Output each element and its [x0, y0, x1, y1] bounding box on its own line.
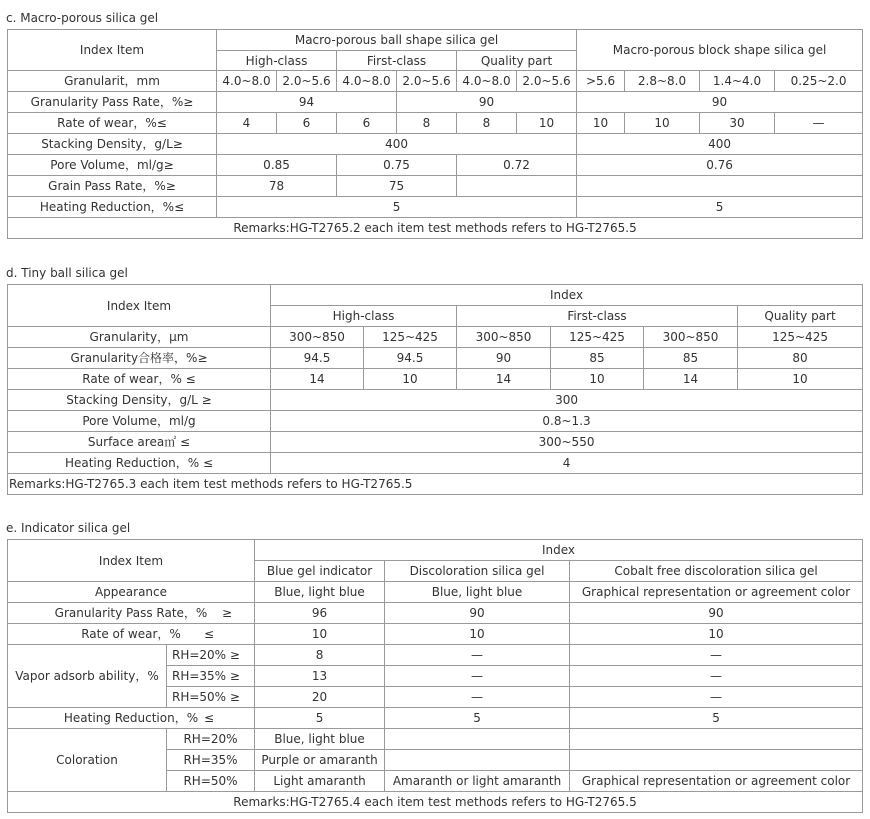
table-cell: 94.5 [364, 348, 457, 369]
table-cell: 13 [255, 666, 385, 687]
table-cell: 6 [337, 113, 397, 134]
table-cell: Blue, light blue [255, 582, 385, 603]
row-label: Appearance [8, 582, 255, 603]
table-cell: 300~550 [271, 432, 863, 453]
rh-label: RH=50% ≥ [167, 687, 255, 708]
table-cell: 10 [364, 369, 457, 390]
table-cell: 90 [457, 348, 551, 369]
table-row [8, 369, 863, 390]
table-cell [385, 729, 570, 750]
index-header: Index [255, 540, 863, 561]
column-header: Discoloration silica gel [385, 561, 570, 582]
grade-header: Quality part [738, 306, 863, 327]
table-cell: 10 [625, 113, 700, 134]
table-cell: 125~425 [364, 327, 457, 348]
table-row [8, 624, 863, 645]
table-cell: 85 [644, 348, 738, 369]
table-cell: 94 [217, 92, 397, 113]
ball-group-header: Macro-porous ball shape silica gel [217, 30, 577, 51]
table-row [8, 92, 863, 113]
table-cell: 5 [577, 197, 863, 218]
table-cell: Amaranth or light amaranth [385, 771, 570, 792]
grade-header: First-class [337, 51, 457, 71]
table-row [8, 390, 863, 411]
table-cell: 300~850 [644, 327, 738, 348]
index-item-header: Index Item [8, 540, 255, 582]
row-label: Stacking Density，g/L ≥ [8, 390, 271, 411]
table-cell: 80 [738, 348, 863, 369]
table-cell: 8 [457, 113, 517, 134]
table-cell: 10 [570, 624, 863, 645]
grade-header: First-class [457, 306, 738, 327]
table-cell: 125~425 [551, 327, 644, 348]
table-cell: 300~850 [457, 327, 551, 348]
row-label: Heating Reduction，%≤ [8, 197, 217, 218]
table-row [8, 348, 863, 369]
table-cell: 0.8~1.3 [271, 411, 863, 432]
table-cell: — [385, 645, 570, 666]
table-cell: 20 [255, 687, 385, 708]
rh-label: RH=20% ≥ [167, 645, 255, 666]
grade-header: High-class [271, 306, 457, 327]
table-cell: Graphical representation or agreement color [570, 771, 863, 792]
grade-header: High-class [217, 51, 337, 71]
row-label: Heating Reduction，% ≤ [8, 453, 271, 474]
rh-label: RH=35% [167, 750, 255, 771]
indicator-table [7, 539, 863, 813]
table-cell: — [570, 666, 863, 687]
rh-label: RH=35% ≥ [167, 666, 255, 687]
table-cell: 10 [738, 369, 863, 390]
table-row [8, 708, 863, 729]
remarks: Remarks:HG-T2765.4 each item test methods refers to HG-T2765.5 [8, 792, 863, 813]
table-cell: 14 [457, 369, 551, 390]
table-cell: 5 [255, 708, 385, 729]
table-row [8, 645, 863, 666]
table-cell: 90 [385, 603, 570, 624]
row-label: Stacking Density，g/L≥ [8, 134, 217, 155]
table-cell: 5 [570, 708, 863, 729]
index-header: Index [271, 285, 863, 306]
row-label: Rate of wear，%≤ [8, 113, 217, 134]
table-cell: 4.0~8.0 [217, 71, 277, 92]
row-label: Rate of wear，% ≤ [8, 369, 271, 390]
column-header: Blue gel indicator [255, 561, 385, 582]
table-cell: Light amaranth [255, 771, 385, 792]
table-row [8, 411, 863, 432]
table-cell: 0.25~2.0 [775, 71, 863, 92]
table-cell: 90 [570, 603, 863, 624]
table-cell: 10 [551, 369, 644, 390]
macro-porous-table [7, 29, 863, 239]
row-label-text: Heating Reduction，% [63, 711, 199, 725]
table-row [8, 453, 863, 474]
table-cell: 2.0~5.6 [397, 71, 457, 92]
table-cell [570, 750, 863, 771]
row-label: Pore Volume，ml/g≥ [8, 155, 217, 176]
table-cell: 8 [255, 645, 385, 666]
table-cell: 78 [217, 176, 337, 197]
table-cell: 2.8~8.0 [625, 71, 700, 92]
column-header: Cobalt free discoloration silica gel [570, 561, 863, 582]
table-cell: 2.0~5.6 [277, 71, 337, 92]
table-cell: 5 [217, 197, 577, 218]
table-row [8, 582, 863, 603]
table-cell: 400 [217, 134, 577, 155]
row-label [8, 708, 255, 729]
row-label-text: Rate of wear，% [81, 627, 181, 641]
row-label: Coloration [8, 729, 167, 792]
table-cell: 2.0~5.6 [517, 71, 577, 92]
table-cell: 94.5 [271, 348, 364, 369]
table-cell: 300 [271, 390, 863, 411]
index-item-header: Index Item [8, 285, 271, 327]
table-cell: 0.85 [217, 155, 337, 176]
block-group-header: Macro-porous block shape silica gel [577, 30, 863, 71]
remarks: Remarks:HG-T2765.2 each item test methods refers to HG-T2765.5 [8, 218, 863, 239]
table-cell [385, 750, 570, 771]
table-cell: 1.4~4.0 [700, 71, 775, 92]
table-cell: >5.6 [577, 71, 625, 92]
index-item-header: Index Item [8, 30, 217, 71]
table-cell: 10 [255, 624, 385, 645]
row-label-text: Granularity Pass Rate，% [54, 606, 208, 620]
table-row [8, 134, 863, 155]
row-label: Granularit，mm [8, 71, 217, 92]
tiny-ball-table [7, 284, 863, 495]
table-cell: 125~425 [738, 327, 863, 348]
table-cell: 4 [271, 453, 863, 474]
table-cell: — [570, 687, 863, 708]
table-cell: 10 [577, 113, 625, 134]
table-row [8, 197, 863, 218]
table-cell: Blue, light blue [255, 729, 385, 750]
table-cell: 96 [255, 603, 385, 624]
table-cell: 0.72 [457, 155, 577, 176]
row-label: Surface area㎡ ≤ [8, 432, 271, 453]
table-cell: Blue, light blue [385, 582, 570, 603]
table-cell [457, 176, 577, 197]
rh-label: RH=20% [167, 729, 255, 750]
row-label [8, 624, 255, 645]
table-cell: 400 [577, 134, 863, 155]
table-row [8, 432, 863, 453]
table-cell [570, 729, 863, 750]
table-row [8, 113, 863, 134]
table-row [8, 603, 863, 624]
section-d-title: d. Tiny ball silica gel [6, 266, 128, 280]
table-row [8, 155, 863, 176]
rh-label: RH=50% [167, 771, 255, 792]
table-row [8, 176, 863, 197]
table-cell: — [775, 113, 863, 134]
table-cell: 90 [397, 92, 577, 113]
grade-header: Quality part [457, 51, 577, 71]
row-label [8, 603, 255, 624]
section-e-title: e. Indicator silica gel [6, 521, 131, 535]
row-label-symbol: ≤ [204, 711, 215, 725]
row-label: Pore Volume，ml/g [8, 411, 271, 432]
table-cell: 5 [385, 708, 570, 729]
table-row [8, 71, 863, 92]
table-cell: 4.0~8.0 [337, 71, 397, 92]
table-cell: 90 [577, 92, 863, 113]
table-cell: Graphical representation or agreement color [570, 582, 863, 603]
table-cell: 85 [551, 348, 644, 369]
table-cell: 10 [385, 624, 570, 645]
table-cell: 14 [271, 369, 364, 390]
table-cell: 0.75 [337, 155, 457, 176]
table-cell: 10 [517, 113, 577, 134]
table-cell: 300~850 [271, 327, 364, 348]
row-label: Granularity，μm [8, 327, 271, 348]
table-cell: — [570, 645, 863, 666]
table-cell: 30 [700, 113, 775, 134]
table-cell: 0.76 [577, 155, 863, 176]
row-label: Vapor adsorb ability，% [8, 645, 167, 708]
row-label: Granularity合格率，%≥ [8, 348, 271, 369]
table-cell [577, 176, 863, 197]
table-cell: 4 [217, 113, 277, 134]
table-row [8, 327, 863, 348]
row-label: Grain Pass Rate，%≥ [8, 176, 217, 197]
table-cell: 8 [397, 113, 457, 134]
table-cell: — [385, 687, 570, 708]
table-row [8, 729, 863, 750]
table-cell: 4.0~8.0 [457, 71, 517, 92]
table-cell: 75 [337, 176, 457, 197]
remarks: Remarks:HG-T2765.3 each item test methods refers to HG-T2765.5 [8, 474, 863, 495]
section-c-title: c. Macro-porous silica gel [6, 11, 159, 25]
row-label: Granularity Pass Rate，%≥ [8, 92, 217, 113]
table-cell: — [385, 666, 570, 687]
row-label-symbol: ≤ [204, 627, 215, 641]
table-cell: Purple or amaranth [255, 750, 385, 771]
table-cell: 6 [277, 113, 337, 134]
table-cell: 14 [644, 369, 738, 390]
row-label-symbol: ≥ [222, 606, 233, 620]
